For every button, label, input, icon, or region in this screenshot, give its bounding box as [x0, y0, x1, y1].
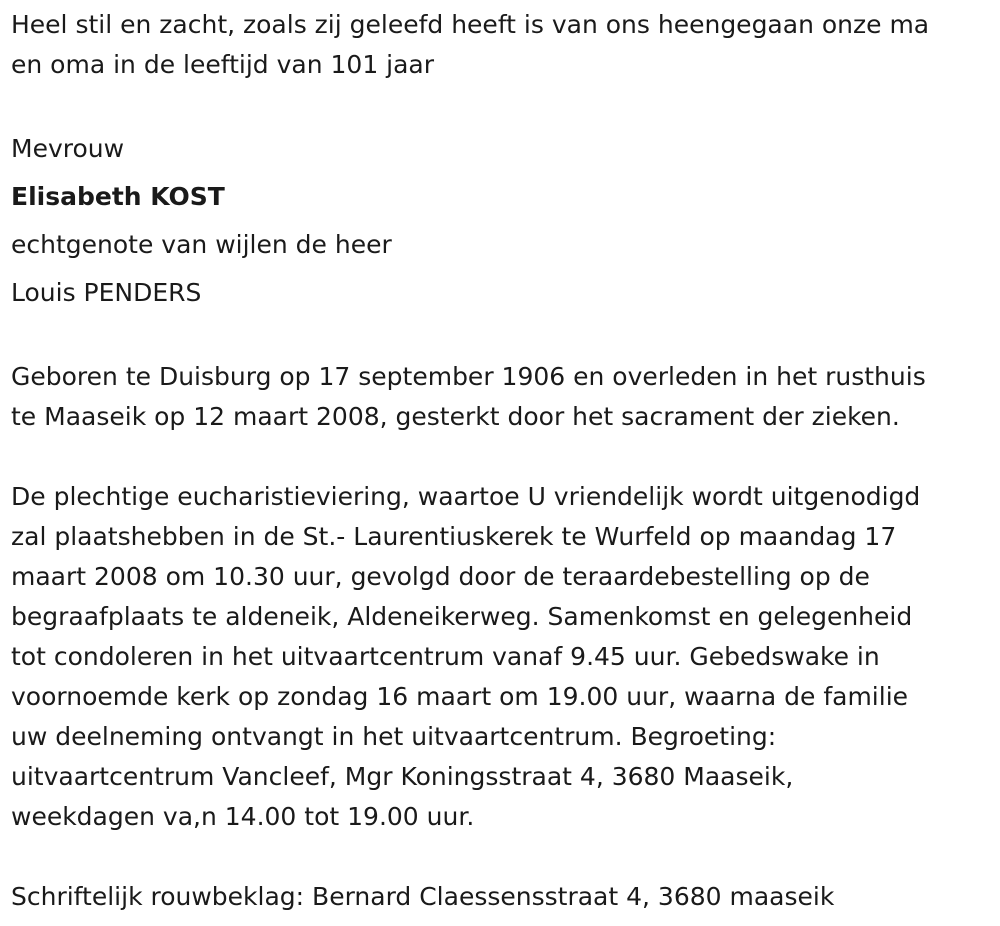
- spouse-name: Louis PENDERS: [11, 278, 202, 307]
- relation-text: echtgenote van wijlen de heer: [11, 230, 392, 259]
- birth-death-text: Geboren te Duisburg op 17 september 1906 en overleden in het rusthuis te Maaseik op 12 maart 2008, gesterkt door het sacrament der zieken.: [11, 362, 926, 431]
- condolence-text: Schriftelijk rouwbeklag: Bernard Claessensstraat 4, 3680 maaseik: [11, 882, 835, 911]
- deceased-block: [11, 125, 988, 317]
- intro-text: Heel stil en zacht, zoals zij geleefd heeft is van ons heengegaan onze ma en oma in de leeftijd van 101 jaar: [11, 10, 930, 79]
- spacer: [11, 85, 988, 125]
- spacer: [11, 437, 988, 477]
- spacer: [11, 317, 988, 357]
- title-prefix: Mevrouw: [11, 134, 125, 163]
- ceremony-text: De plechtige eucharistieviering, waartoe U vriendelijk wordt uitgenodigd zal plaatshebben in de St.- Laurentiuskerek te Wurfeld op maandag 17 maart 2008 om 10.30 uur, gevolgd door de teraardebestelling op de begraafplaats te aldeneik, Aldeneikerweg. Samenkomst en gelegenheid tot condoleren in het uitvaartcentrum vanaf 9.45 uur. Gebedswake in voornoemde kerk op zondag 16 maart om 19.00 uur, waarna de familie uw deelneming ontvangt in het uitvaartcentrum. Begroeting: uitvaartcentrum Vancleef, Mgr Koningsstraat 4, 3680 Maaseik, weekdagen va,n 14.00 tot 19.00 uur.: [11, 482, 921, 831]
- deceased-name: Elisabeth KOST: [11, 182, 225, 211]
- spacer: [11, 837, 988, 877]
